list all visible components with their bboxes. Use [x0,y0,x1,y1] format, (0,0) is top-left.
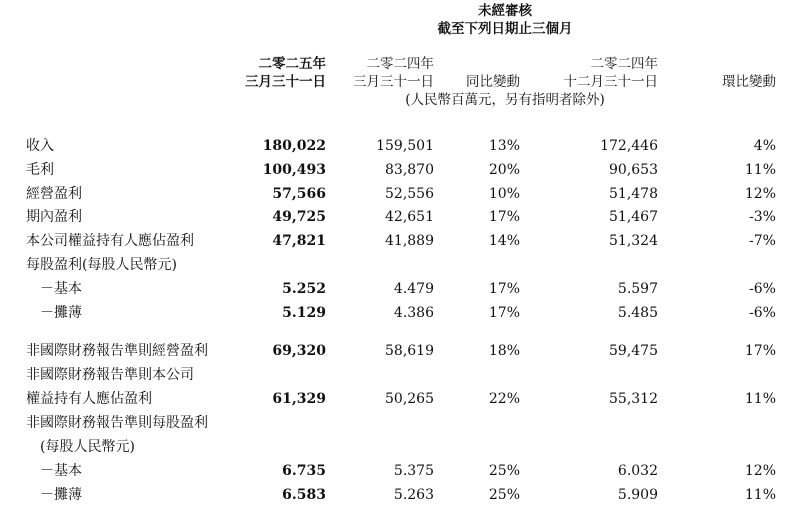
row-label: 非國際財務報告準則每股盈利 [26,415,208,431]
qoq-change: 11% [744,487,776,503]
yoy-change: 17% [488,281,520,297]
col1-header-line2: 三月三十一日 [245,74,326,90]
value-2024-q1: 50,265 [385,391,434,407]
table-row [0,231,800,251]
yoy-change: 20% [488,162,520,178]
table-row [0,303,800,323]
col4-header-line2: 十二月三十一日 [563,74,658,90]
qoq-change: 11% [744,162,776,178]
value-2025-q1: 100,493 [262,162,326,178]
value-2024-q1: 5.263 [393,487,434,503]
row-label: 期內盈利 [26,209,82,225]
value-2024-q4: 51,478 [609,186,658,202]
value-2025-q1: 5.252 [282,281,326,297]
table-row [0,413,800,433]
yoy-change: 25% [488,487,520,503]
yoy-change: 17% [488,305,520,321]
table-row [0,437,800,457]
qoq-change: -6% [749,281,776,297]
qoq-change: -3% [749,209,776,225]
row-label: －基本 [40,463,82,479]
row-label: －基本 [40,281,82,297]
table-row [0,279,800,299]
group-header-unaudited: 未經審核 [478,3,532,19]
qoq-change: -6% [749,305,776,321]
value-2025-q1: 180,022 [262,138,326,154]
table-row [0,207,800,227]
table-row [0,160,800,180]
col3-header: 同比變動 [466,74,520,90]
row-label: 每股盈利(每股人民幣元) [26,257,177,273]
col4-header-line1: 二零二四年 [590,56,658,72]
row-label: 非國際財務報告準則本公司 [26,367,194,383]
unit-note: (人民幣百萬元，另有指明者除外) [405,92,605,108]
table-row [0,184,800,204]
value-2024-q4: 5.485 [617,305,658,321]
table-row [0,365,800,385]
value-2024-q4: 90,653 [609,162,658,178]
table-row [0,389,800,409]
row-label: 本公司權益持有人應佔盈利 [26,233,194,249]
value-2024-q4: 172,446 [600,138,658,154]
value-2024-q1: 4.479 [393,281,434,297]
row-label: －攤薄 [40,487,82,503]
col5-header: 環比變動 [722,74,776,90]
col2-header-line2: 三月三十一日 [353,74,434,90]
value-2024-q4: 6.032 [617,463,658,479]
yoy-change: 14% [488,233,520,249]
value-2024-q4: 51,324 [609,233,658,249]
value-2024-q1: 58,619 [385,343,434,359]
qoq-change: 17% [744,343,776,359]
value-2024-q4: 55,312 [609,391,658,407]
value-2024-q1: 42,651 [385,209,434,225]
value-2025-q1: 6.583 [282,487,326,503]
row-label: 非國際財務報告準則經營盈利 [26,343,208,359]
row-label: 經營盈利 [26,186,82,202]
value-2024-q1: 83,870 [385,162,434,178]
qoq-change: 4% [753,138,776,154]
group-header-period: 截至下列日期止三個月 [437,21,573,37]
value-2025-q1: 61,329 [272,391,326,407]
value-2025-q1: 49,725 [272,209,326,225]
value-2024-q4: 5.597 [617,281,658,297]
yoy-change: 10% [488,186,520,202]
yoy-change: 25% [488,463,520,479]
value-2024-q1: 52,556 [385,186,434,202]
yoy-change: 18% [488,343,520,359]
value-2024-q4: 51,467 [609,209,658,225]
yoy-change: 17% [488,209,520,225]
value-2024-q4: 59,475 [609,343,658,359]
value-2024-q1: 4.386 [393,305,434,321]
qoq-change: 12% [744,186,776,202]
qoq-change: -7% [749,233,776,249]
value-2025-q1: 69,320 [272,343,326,359]
qoq-change: 11% [744,391,776,407]
table-row [0,461,800,481]
row-label: 毛利 [26,162,54,178]
value-2025-q1: 57,566 [272,186,326,202]
value-2024-q1: 41,889 [385,233,434,249]
value-2024-q1: 5.375 [393,463,434,479]
col2-header-line1: 二零二四年 [366,56,434,72]
yoy-change: 13% [488,138,520,154]
row-label: 權益持有人應佔盈利 [26,391,152,407]
col1-header-line1: 二零二五年 [258,56,326,72]
value-2025-q1: 5.129 [282,305,326,321]
value-2024-q1: 159,501 [376,138,434,154]
row-label: (每股人民幣元) [40,439,135,455]
row-label: －攤薄 [40,305,82,321]
table-row [0,485,800,505]
row-label: 收入 [26,138,54,154]
value-2025-q1: 6.735 [282,463,326,479]
table-row [0,341,800,361]
qoq-change: 12% [744,463,776,479]
table-row [0,255,800,275]
table-row [0,136,800,156]
yoy-change: 22% [488,391,520,407]
value-2024-q4: 5.909 [617,487,658,503]
value-2025-q1: 47,821 [272,233,326,249]
